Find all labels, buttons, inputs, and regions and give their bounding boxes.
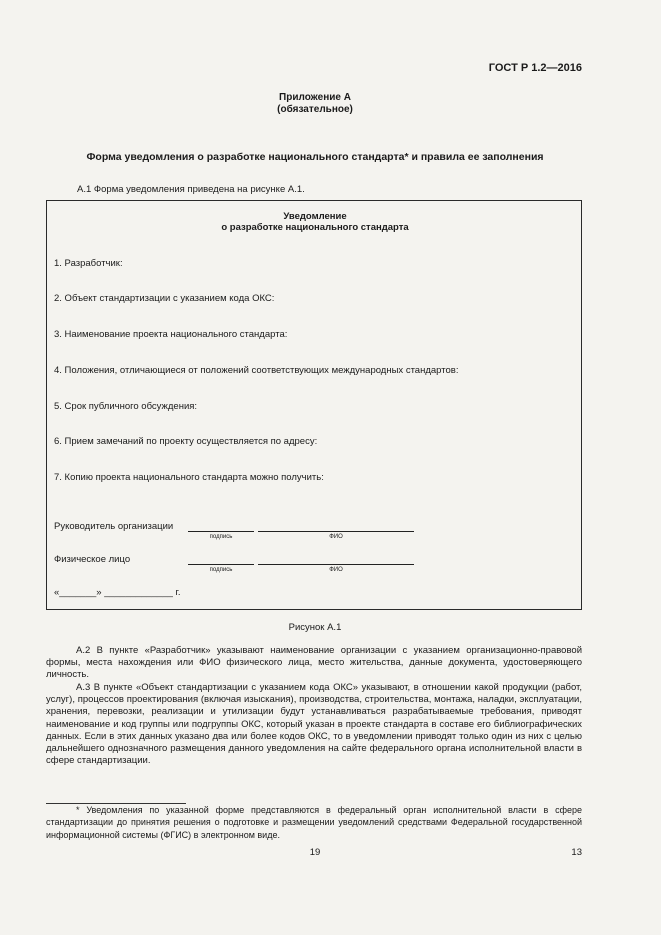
- form-item-discussion-period: 5. Срок публичного обсуждения:: [54, 401, 198, 412]
- head-name-caption: ФИО: [329, 534, 343, 540]
- notification-form: [46, 200, 582, 610]
- paragraph-a3: А.3 В пункте «Объект стандартизации с указанием кода ОКС» указывают, в отношении какой продукции (работ, услуг), процессов проектирования (включая изыскания), производства, строительства, монтажа, наладки, эксплуатации, хранения, перевозки, реализации и утилизации будут устанавливаться разрабатываемые требования, приводят наименование и код группы или подгруппы ОКС, который указан в проекте стандарта в составе его библиографических данных. Если в этих данных указано два или более кодов ОКС, то в уведомлении приводят только один из них с целью дальнейшего однозначного размещения данного уведомления на сайте федерального органа исполнительной власти в сфере стандартизации.: [46, 682, 582, 767]
- form-title: Уведомление: [283, 211, 347, 222]
- section-title: Форма уведомления о разработке национального стандарта* и правила ее заполнения: [86, 151, 544, 163]
- person-signature-line: [188, 564, 254, 565]
- form-item-copy-source: 7. Копию проекта национального стандарта можно получить:: [54, 472, 324, 483]
- head-signature-line: [188, 531, 254, 532]
- physical-person-label: Физическое лицо: [54, 554, 131, 565]
- head-of-organization-label: Руководитель организации: [54, 521, 174, 532]
- form-subtitle: о разработке национального стандарта: [221, 222, 409, 233]
- page-number-right: 13: [571, 847, 582, 858]
- date-line: «_______» _____________ г.: [54, 587, 181, 598]
- paragraph-a2: А.2 В пункте «Разработчик» указывают наименование организации с указанием организационно-правовой формы, места нахождения или ФИО физического лица, место жительства, данные документа, удостоверяющего личность.: [46, 645, 582, 681]
- person-name-line: [258, 564, 414, 565]
- form-item-developer: 1. Разработчик:: [54, 258, 123, 269]
- appendix-title: Приложение А: [279, 92, 351, 103]
- figure-caption: Рисунок А.1: [288, 622, 342, 633]
- form-item-object: 2. Объект стандартизации с указанием кода ОКС:: [54, 293, 275, 304]
- person-name-caption: ФИО: [329, 567, 343, 573]
- intro-paragraph: А.1 Форма уведомления приведена на рисунке А.1.: [77, 184, 305, 195]
- appendix-subtitle: (обязательное): [277, 104, 353, 115]
- standard-code: ГОСТ Р 1.2—2016: [488, 62, 582, 74]
- person-signature-caption: подпись: [209, 567, 233, 573]
- form-item-differences: 4. Положения, отличающиеся от положений соответствующих международных стандартов:: [54, 365, 459, 376]
- footnote: * Уведомления по указанной форме представляются в федеральный орган исполнительной власти в сфере стандартизации до принятия решения о подготовке и размещении уведомлений средствами Федеральной государственной информационной системы (ФГИС) в электронном виде.: [46, 805, 582, 840]
- form-item-project-name: 3. Наименование проекта национального стандарта:: [54, 329, 288, 340]
- page-number-center: 19: [309, 847, 321, 858]
- form-item-comments-address: 6. Прием замечаний по проекту осуществляется по адресу:: [54, 436, 318, 447]
- head-name-line: [258, 531, 414, 532]
- head-signature-caption: подпись: [209, 534, 233, 540]
